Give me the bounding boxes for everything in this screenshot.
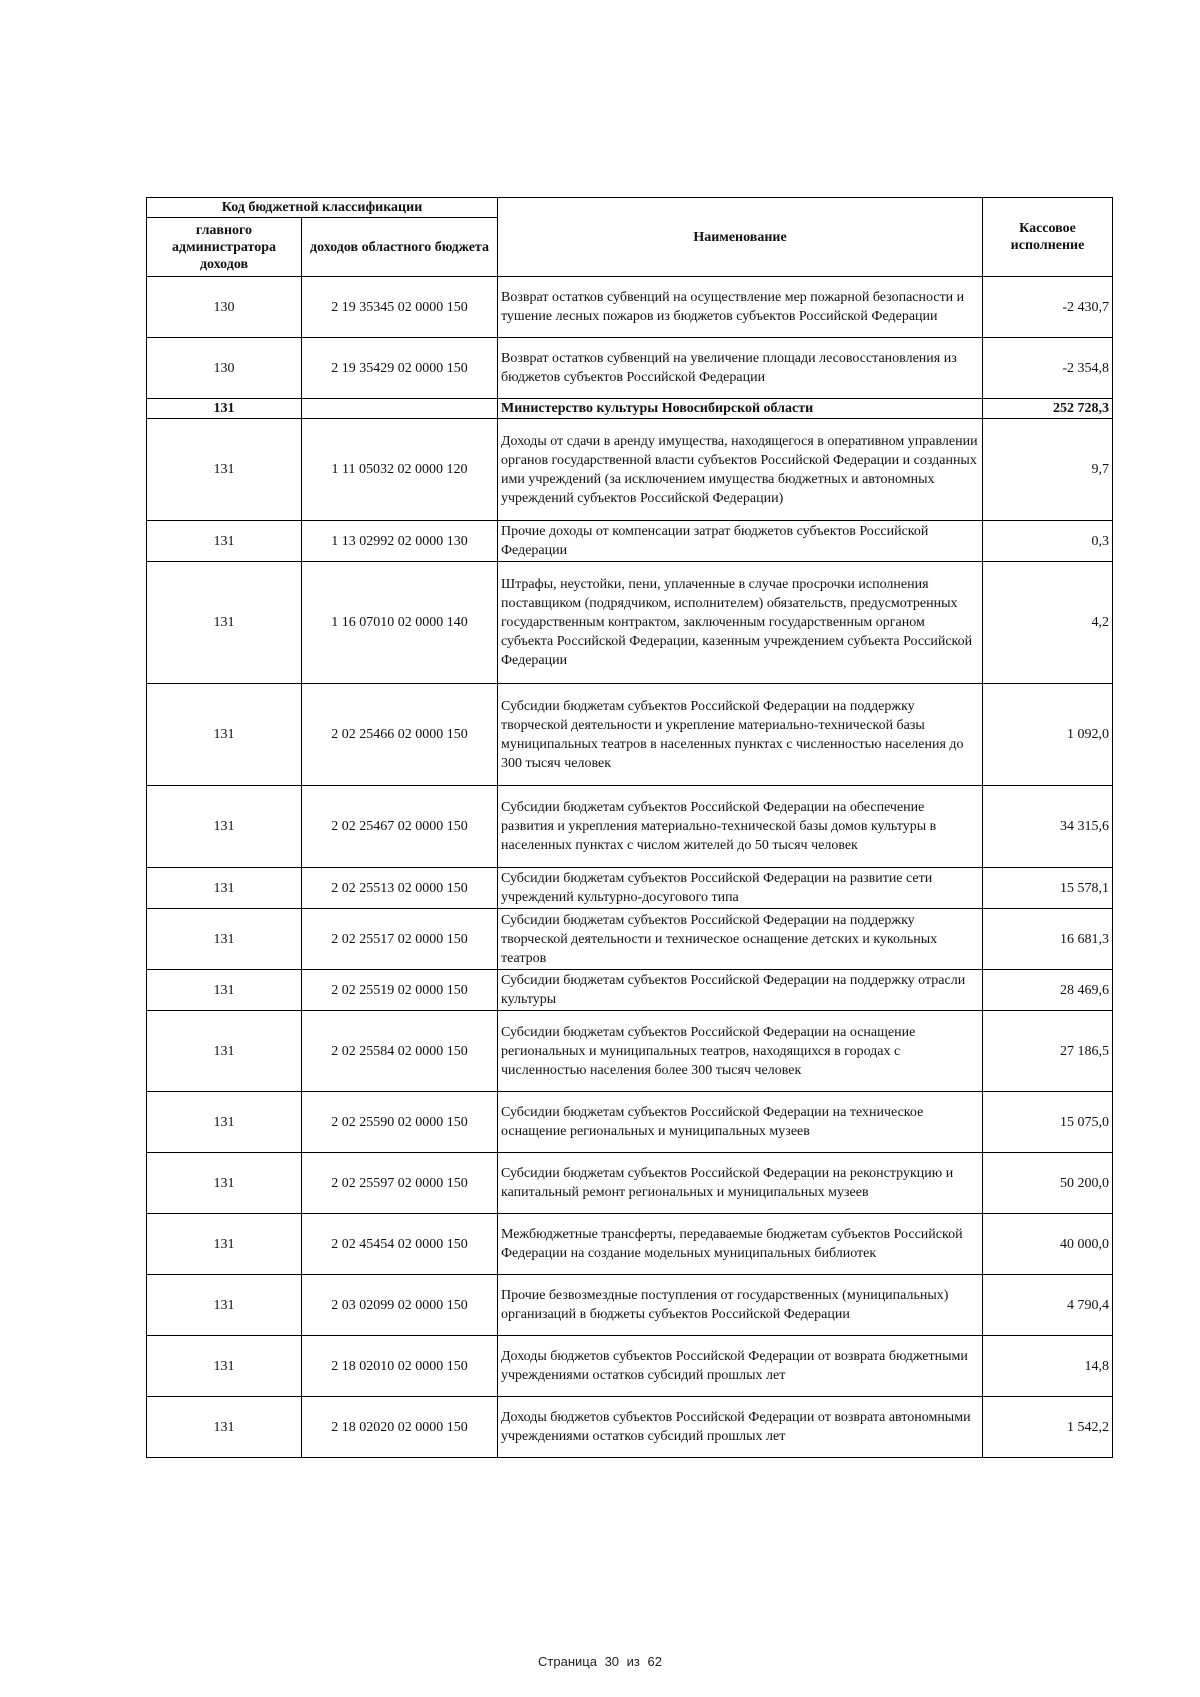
table-row [147,909,1113,970]
amount-cell: -2 354,8 [983,338,1113,399]
name-cell: Возврат остатков субвенций на осуществление мер пожарной безопасности и тушение лесных пожаров из бюджетов субъектов Российской Федерации [498,277,983,338]
name-cell: Межбюджетные трансферты, передаваемые бюджетам субъектов Российской Федерации на создание модельных муниципальных библиотек [498,1214,983,1275]
budget-code-cell: 2 02 25467 02 0000 150 [302,786,498,868]
header-name: Наименование [498,198,983,277]
amount-cell: 4 790,4 [983,1275,1113,1336]
table-row [147,399,1113,419]
name-cell: Министерство культуры Новосибирской области [498,399,983,419]
amount-cell: 34 315,6 [983,786,1113,868]
admin-code-cell: 131 [147,1336,302,1397]
admin-code-cell: 131 [147,1214,302,1275]
name-cell: Субсидии бюджетам субъектов Российской Федерации на поддержку творческой деятельности и техническое оснащение детских и кукольных театров [498,909,983,970]
name-cell: Доходы от сдачи в аренду имущества, находящегося в оперативном управлении органов государственной власти субъектов Российской Федерации и созданных ими учреждений (за исключением имущества бюджетных и автономных учреждений субъектов Российской Федерации) [498,419,983,521]
admin-code-cell: 131 [147,684,302,786]
amount-cell: 15 075,0 [983,1092,1113,1153]
header-amount: Кассовое исполнение [983,198,1113,277]
name-cell: Субсидии бюджетам субъектов Российской Федерации на поддержку творческой деятельности и укрепление материально-технической базы муниципальных театров в населенных пунктах с численностью населения до 300 тысяч человек [498,684,983,786]
name-cell: Штрафы, неустойки, пени, уплаченные в случае просрочки исполнения поставщиком (подрядчиком, исполнителем) обязательств, предусмотренных государственным контрактом, заключенным государственным органом субъекта Российской Федерации, казенным учреждением субъекта Российской Федерации [498,562,983,684]
admin-code-cell: 131 [147,1011,302,1092]
budget-code-cell: 2 02 25513 02 0000 150 [302,868,498,909]
budget-classification-table [146,197,1113,1458]
admin-code-cell: 131 [147,786,302,868]
table-body [147,277,1113,1458]
name-cell: Доходы бюджетов субъектов Российской Федерации от возврата бюджетными учреждениями остатков субсидий прошлых лет [498,1336,983,1397]
page-number: 30 [604,1654,620,1669]
admin-code-cell: 130 [147,277,302,338]
table-row [147,1214,1113,1275]
table-row [147,786,1113,868]
budget-code-cell: 2 18 02020 02 0000 150 [302,1397,498,1458]
budget-code-cell [302,399,498,419]
name-cell: Субсидии бюджетам субъектов Российской Федерации на поддержку отрасли культуры [498,970,983,1011]
table-row [147,970,1113,1011]
amount-cell: 40 000,0 [983,1214,1113,1275]
budget-code-cell: 2 02 25519 02 0000 150 [302,970,498,1011]
table-row [147,277,1113,338]
amount-cell: 0,3 [983,521,1113,562]
admin-code-cell: 131 [147,1092,302,1153]
total-pages: 62 [647,1654,662,1669]
budget-code-cell: 2 02 25590 02 0000 150 [302,1092,498,1153]
page-footer [0,1654,1200,1669]
amount-cell: 1 092,0 [983,684,1113,786]
name-cell: Субсидии бюджетам субъектов Российской Федерации на реконструкцию и капитальный ремонт региональных и муниципальных музеев [498,1153,983,1214]
amount-cell: -2 430,7 [983,277,1113,338]
budget-code-cell: 1 11 05032 02 0000 120 [302,419,498,521]
header-code-group: Код бюджетной классификации [147,198,498,218]
admin-code-cell: 131 [147,868,302,909]
budget-code-cell: 1 16 07010 02 0000 140 [302,562,498,684]
amount-cell: 14,8 [983,1336,1113,1397]
table-row [147,338,1113,399]
admin-code-cell: 131 [147,1153,302,1214]
table-row [147,684,1113,786]
table-row [147,1336,1113,1397]
header-code: доходов областного бюджета [302,218,498,277]
budget-code-cell: 2 19 35345 02 0000 150 [302,277,498,338]
admin-code-cell: 131 [147,1275,302,1336]
admin-code-cell: 131 [147,399,302,419]
name-cell: Субсидии бюджетам субъектов Российской Федерации на развитие сети учреждений культурно-досугового типа [498,868,983,909]
name-cell: Возврат остатков субвенций на увеличение площади лесовосстановления из бюджетов субъектов Российской Федерации [498,338,983,399]
header-admin: главного администратора доходов [147,218,302,277]
table-row [147,1275,1113,1336]
budget-code-cell: 2 03 02099 02 0000 150 [302,1275,498,1336]
admin-code-cell: 131 [147,521,302,562]
name-cell: Доходы бюджетов субъектов Российской Федерации от возврата автономными учреждениями остатков субсидий прошлых лет [498,1397,983,1458]
budget-code-cell: 2 02 25466 02 0000 150 [302,684,498,786]
admin-code-cell: 131 [147,1397,302,1458]
budget-code-cell: 2 02 45454 02 0000 150 [302,1214,498,1275]
admin-code-cell: 131 [147,909,302,970]
amount-cell: 50 200,0 [983,1153,1113,1214]
of-word: из [626,1654,640,1669]
amount-cell: 252 728,3 [983,399,1113,419]
budget-code-cell: 1 13 02992 02 0000 130 [302,521,498,562]
table-row [147,562,1113,684]
amount-cell: 1 542,2 [983,1397,1113,1458]
table-row [147,419,1113,521]
table-row [147,521,1113,562]
amount-cell: 15 578,1 [983,868,1113,909]
budget-code-cell: 2 02 25517 02 0000 150 [302,909,498,970]
table-row [147,1397,1113,1458]
table-row [147,1153,1113,1214]
amount-cell: 16 681,3 [983,909,1113,970]
name-cell: Прочие безвозмездные поступления от государственных (муниципальных) организаций в бюджеты субъектов Российской Федерации [498,1275,983,1336]
table-row [147,1092,1113,1153]
amount-cell: 27 186,5 [983,1011,1113,1092]
admin-code-cell: 131 [147,419,302,521]
budget-code-cell: 2 02 25597 02 0000 150 [302,1153,498,1214]
admin-code-cell: 130 [147,338,302,399]
amount-cell: 4,2 [983,562,1113,684]
name-cell: Субсидии бюджетам субъектов Российской Федерации на техническое оснащение региональных и муниципальных музеев [498,1092,983,1153]
admin-code-cell: 131 [147,562,302,684]
name-cell: Прочие доходы от компенсации затрат бюджетов субъектов Российской Федерации [498,521,983,562]
table-row [147,868,1113,909]
name-cell: Субсидии бюджетам субъектов Российской Федерации на оснащение региональных и муниципальных театров, находящихся в городах с численностью населения более 300 тысяч человек [498,1011,983,1092]
amount-cell: 28 469,6 [983,970,1113,1011]
budget-code-cell: 2 18 02010 02 0000 150 [302,1336,498,1397]
budget-code-cell: 2 19 35429 02 0000 150 [302,338,498,399]
budget-code-cell: 2 02 25584 02 0000 150 [302,1011,498,1092]
name-cell: Субсидии бюджетам субъектов Российской Федерации на обеспечение развития и укрепления материально-технической базы домов культуры в населенных пунктах с числом жителей до 50 тысяч человек [498,786,983,868]
page-word: Страница [538,1654,597,1669]
table-row [147,1011,1113,1092]
amount-cell: 9,7 [983,419,1113,521]
admin-code-cell: 131 [147,970,302,1011]
